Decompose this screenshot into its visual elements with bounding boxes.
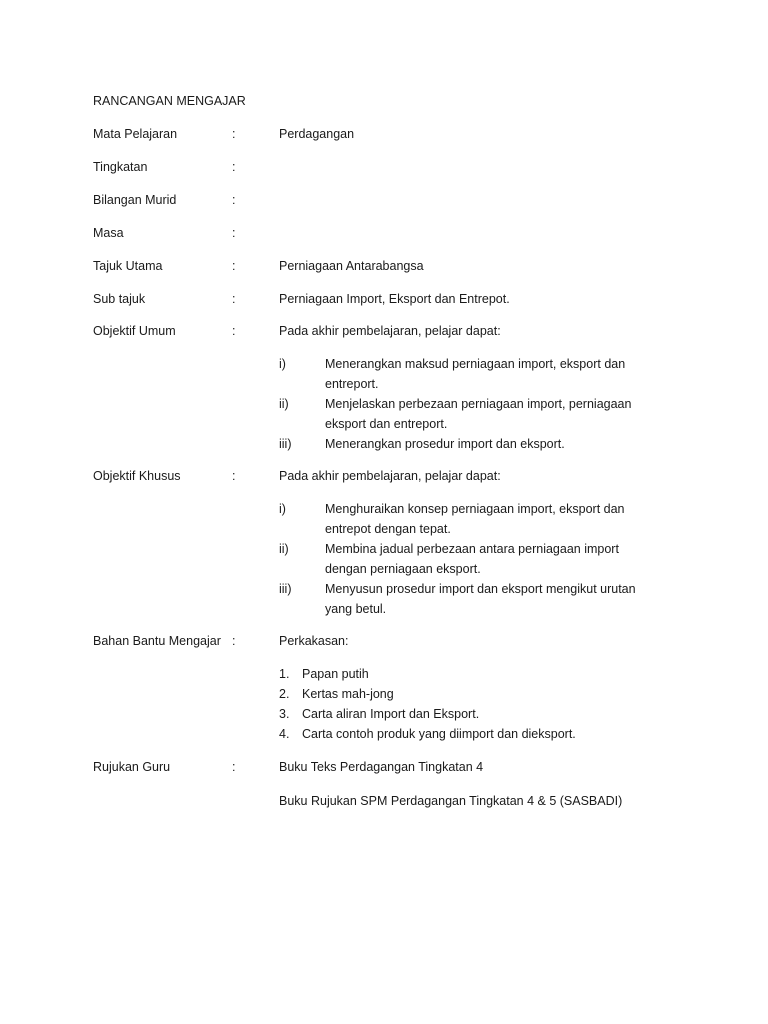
label-masa: Masa [93, 226, 124, 240]
document-title: RANCANGAN MENGAJAR [93, 94, 246, 108]
list-item-continued: entrepot dengan tepat. [325, 522, 451, 536]
list-item: Menyusun prosedur import dan eksport mengikut urutan [325, 582, 636, 596]
list-item-number: i) [279, 502, 286, 516]
list-item-number: ii) [279, 397, 289, 411]
value-tajuk-utama: Perniagaan Antarabangsa [279, 259, 424, 273]
list-item-number: iii) [279, 582, 292, 596]
list-item: Carta aliran Import dan Eksport. [302, 707, 480, 721]
label-rujukan-guru: Rujukan Guru [93, 760, 171, 774]
list-item: Menerangkan prosedur import dan eksport. [325, 437, 565, 451]
objektif-khusus-intro: Pada akhir pembelajaran, pelajar dapat: [279, 469, 501, 483]
list-item-number: 2. [279, 687, 290, 701]
colon: : [232, 226, 236, 240]
rujukan-guru-ref-2: Buku Rujukan SPM Perdagangan Tingkatan 4 & 5 (SASBADI) [279, 794, 623, 808]
label-bilangan-murid: Bilangan Murid [93, 193, 177, 207]
list-item-continued: dengan perniagaan eksport. [325, 562, 481, 576]
list-item: Papan putih [302, 667, 369, 681]
list-item-number: 1. [279, 667, 290, 681]
objektif-umum-intro: Pada akhir pembelajaran, pelajar dapat: [279, 324, 501, 338]
colon: : [232, 292, 236, 306]
list-item: Carta contoh produk yang diimport dan dieksport. [302, 727, 576, 741]
label-sub-tajuk: Sub tajuk [93, 292, 146, 306]
colon: : [232, 469, 236, 483]
list-item-number: 4. [279, 727, 290, 741]
colon: : [232, 760, 236, 774]
list-item-number: iii) [279, 437, 292, 451]
bahan-bantu-intro: Perkakasan: [279, 634, 349, 648]
list-item: Menghuraikan konsep perniagaan import, eksport dan [325, 502, 625, 516]
value-sub-tajuk: Perniagaan Import, Eksport dan Entrepot. [279, 292, 510, 306]
label-bahan-bantu-mengajar: Bahan Bantu Mengajar [93, 634, 221, 648]
list-item: Menerangkan maksud perniagaan import, eksport dan [325, 357, 626, 371]
list-item-continued: entreport. [325, 377, 379, 391]
list-item: Menjelaskan perbezaan perniagaan import, perniagaan [325, 397, 632, 411]
label-objektif-khusus: Objektif Khusus [93, 469, 181, 483]
list-item-continued: yang betul. [325, 602, 387, 616]
colon: : [232, 193, 236, 207]
label-mata-pelajaran: Mata Pelajaran [93, 127, 178, 141]
colon: : [232, 127, 236, 141]
colon: : [232, 259, 236, 273]
list-item: Kertas mah-jong [302, 687, 394, 701]
list-item-number: ii) [279, 542, 289, 556]
colon: : [232, 160, 236, 174]
label-objektif-umum: Objektif Umum [93, 324, 176, 338]
label-tajuk-utama: Tajuk Utama [93, 259, 163, 273]
list-item-number: i) [279, 357, 286, 371]
rujukan-guru-ref-1: Buku Teks Perdagangan Tingkatan 4 [279, 760, 484, 774]
list-item: Membina jadual perbezaan antara perniagaan import [325, 542, 619, 556]
list-item-number: 3. [279, 707, 290, 721]
list-item-continued: eksport dan entreport. [325, 417, 448, 431]
label-tingkatan: Tingkatan [93, 160, 148, 174]
colon: : [232, 324, 236, 338]
colon: : [232, 634, 236, 648]
value-mata-pelajaran: Perdagangan [279, 127, 355, 141]
